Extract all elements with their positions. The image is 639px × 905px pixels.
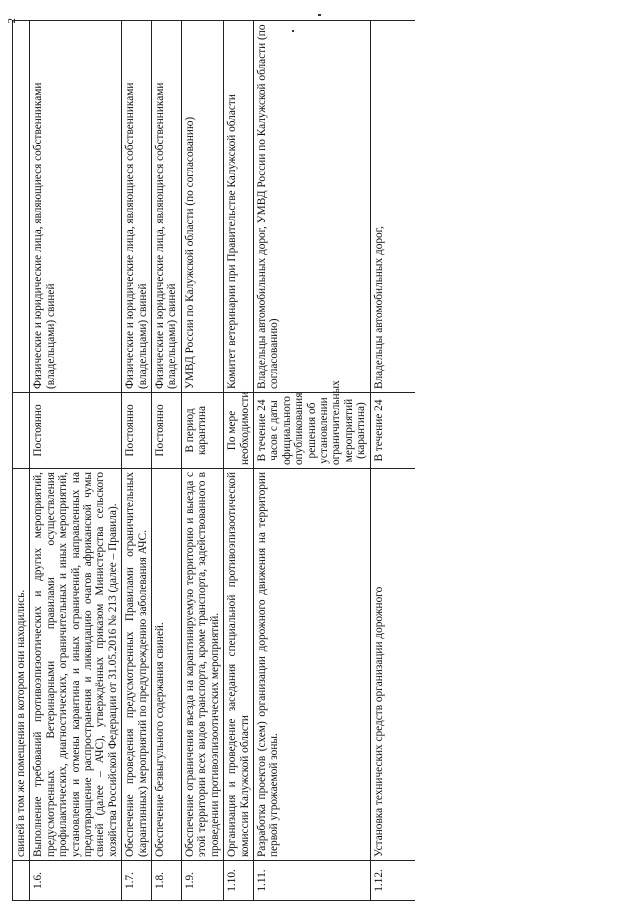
period-text xyxy=(13,393,30,469)
period-text: Постоянно xyxy=(152,393,182,469)
executor-text: Владельцы автомобильных дорог, xyxy=(370,21,415,393)
action-text: Организация и проведение заседания специальной противоэпизоотической комиссии Калужской области xyxy=(224,469,254,861)
row-number: 1.11. xyxy=(253,861,370,901)
action-text: свиней в том же помещении в котором они находились. xyxy=(13,469,30,861)
period-text: По мере необходимости xyxy=(224,393,254,469)
row-number: 1.7. xyxy=(122,861,152,901)
period-text: Постоянно xyxy=(30,393,122,469)
period-text: Постоянно xyxy=(122,393,152,469)
action-text: Разработка проектов (схем) организации дорожного движения на территории первой угрожаемой зоны. xyxy=(253,469,370,861)
period-text: В течение 24 часов с даты официального опубликования решения об установлении ограничительных мероприятий (карантина) xyxy=(253,393,370,469)
table-row xyxy=(152,21,182,901)
action-text: Обеспечение безвыгульного содержания свиней. xyxy=(152,469,182,861)
row-number: 1.6. xyxy=(30,861,122,901)
table-row xyxy=(253,21,370,901)
row-number: 1.9. xyxy=(181,861,223,901)
executor-text: Комитет ветеринарии при Правительстве Калужской области xyxy=(224,21,254,393)
table-row xyxy=(181,21,223,901)
executor-text xyxy=(13,21,30,393)
row-number: 1.12. xyxy=(370,861,415,901)
row-number: 1.10. xyxy=(224,861,254,901)
page-number: 2 xyxy=(6,18,18,24)
executor-text: Физические и юридические лица, являющиеся собственниками (владельцами) свиней xyxy=(30,21,122,393)
executor-text: Физические и юридические лица, являющиеся собственниками (владельцами) свиней xyxy=(122,21,152,393)
executor-text: Физические и юридические лица, являющиеся собственниками (владельцами) свиней xyxy=(152,21,182,393)
table-row xyxy=(13,21,30,901)
action-text: Обеспечение ограничения въезда на карантинируемую территорию и выезда с этой территории всех видов транспорта, кроме транспорта, задействованного в проведении противоэпизоотических мероприятий. xyxy=(181,469,223,861)
action-plan-table xyxy=(12,20,415,901)
action-text: Выполнение требований противоэпизоотических и других мероприятий, предусмотренных Ветеринарными правилами осуществления профилактических, диагностических, ограничительных и иных мероприятий, установления и отмены карантина и иных ограничений, направленных на предотвращение распространения и ликвидацию очагов африканской чумы свиней (далее – АЧС), утверждённых приказом Министерства сельского хозяйства Российской Федерации от 31.05.2016 № 213 (далее – Правила). xyxy=(30,469,122,861)
period-text: В течение 24 xyxy=(370,393,415,469)
action-text: Обеспечение проведения предусмотренных Правилами ограничительных (карантинных) мероприятий по предупреждению заболевания АЧС. xyxy=(122,469,152,861)
row-number xyxy=(13,861,30,901)
row-number: 1.8. xyxy=(152,861,182,901)
executor-text: УМВД России по Калужской области (по согласованию) xyxy=(181,21,223,393)
scan-speck xyxy=(292,30,294,32)
table-row xyxy=(224,21,254,901)
table-row xyxy=(370,21,415,901)
period-text: В период карантина xyxy=(181,393,223,469)
action-text: Установка технических средств организации дорожного xyxy=(370,469,415,861)
table-row xyxy=(122,21,152,901)
executor-text: Владельцы автомобильных дорог, УМВД России по Калужской области (по согласованию) xyxy=(253,21,370,393)
scan-speck xyxy=(318,14,321,16)
table-row xyxy=(30,21,122,901)
